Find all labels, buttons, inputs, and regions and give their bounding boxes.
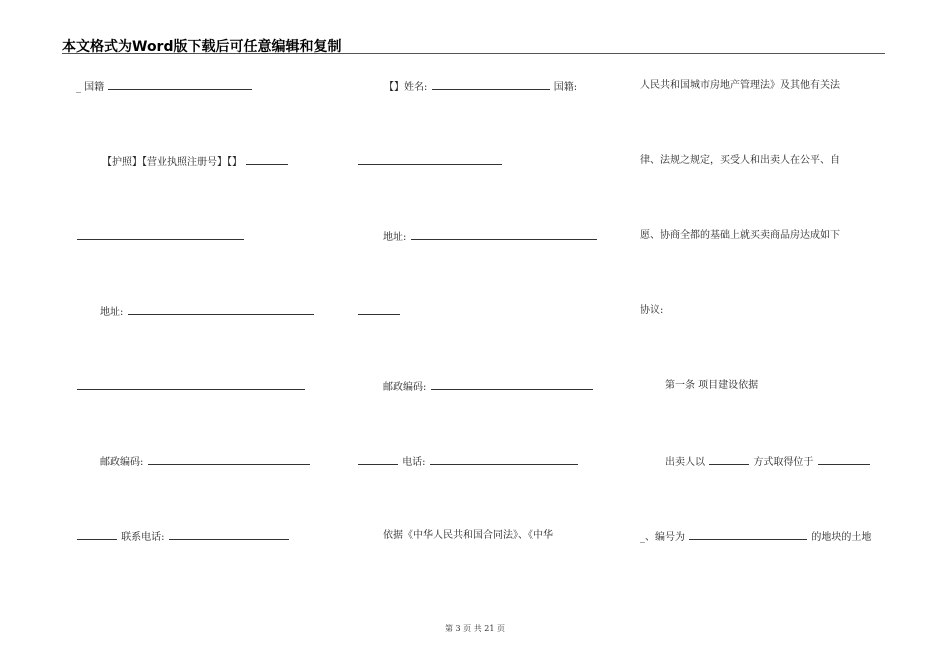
right-line-3	[640, 230, 840, 242]
document-header-title: 本文格式为Word版下载后可任意编辑和复制	[62, 39, 342, 55]
right-line-1	[640, 80, 840, 92]
middle-line-name	[384, 80, 577, 94]
middle-line-phone	[357, 455, 579, 469]
address-blank-continued	[77, 380, 305, 390]
left-line-postcode	[100, 455, 311, 469]
location-blank	[818, 455, 870, 465]
phone-blank	[169, 530, 289, 540]
plot-land-text: 的地块的土地	[811, 532, 872, 543]
middle-line-legal-basis	[383, 530, 553, 542]
header-divider	[62, 53, 885, 54]
left-line-phone	[76, 530, 290, 544]
article-1-heading: 第一条 项目建设依据	[665, 380, 759, 391]
name-label: 【】姓名:	[384, 82, 428, 93]
right-line-acquisition	[665, 455, 871, 469]
middle-line-postcode	[383, 380, 594, 394]
location-label: 方式取得位于	[753, 457, 814, 468]
address-blank-2	[411, 230, 597, 240]
left-line-id-type	[102, 155, 289, 169]
nationality-blank-2	[358, 155, 502, 165]
postcode-blank	[148, 455, 310, 465]
id-number-blank-continued	[77, 230, 244, 240]
id-number-blank	[246, 155, 288, 165]
phone-label-2: 电话:	[402, 457, 426, 468]
middle-line-blank-4	[357, 305, 401, 319]
middle-line-blank-2	[357, 155, 503, 169]
plot-number-label: _、编号为	[640, 532, 685, 543]
paragraph-text-3: 愿、协商全都的基础上就买卖商品房达成如下	[640, 230, 840, 241]
postcode-blank-2	[431, 380, 593, 390]
plot-number-blank	[689, 530, 807, 540]
address-label: 地址:	[100, 307, 124, 318]
postcode-label: 邮政编码:	[100, 457, 144, 468]
id-type-label: 【护照】【营业执照注册号】【】	[102, 157, 242, 168]
nationality-blank	[108, 80, 252, 90]
phone-blank-2	[430, 455, 578, 465]
paragraph-text-2: 律、法规之规定，买受人和出卖人在公平、自	[640, 155, 840, 166]
nationality-label-2: 国籍:	[553, 82, 578, 93]
left-line-address	[100, 305, 315, 319]
paragraph-text-4: 协议:	[640, 305, 664, 316]
left-line-blank-5	[76, 380, 306, 394]
left-line-blank-3	[76, 230, 245, 244]
postcode-label-2: 邮政编码:	[383, 382, 427, 393]
address-blank-2-continued	[358, 305, 400, 315]
right-line-plot-number	[640, 530, 871, 544]
seller-acquisition-label: 出卖人以	[665, 457, 705, 468]
name-blank	[432, 80, 550, 90]
phone-prefix-blank	[77, 530, 117, 540]
left-line-nationality	[76, 80, 253, 94]
postcode-blank-2-continued	[358, 455, 398, 465]
acquisition-method-blank	[709, 455, 749, 465]
right-line-article-heading	[665, 380, 758, 392]
nationality-label: _ 国籍	[76, 82, 105, 93]
legal-basis-text: 依据《中华人民共和国合同法》、《中华	[383, 530, 553, 541]
address-blank	[128, 305, 314, 315]
right-line-2	[640, 155, 840, 167]
middle-line-address	[383, 230, 598, 244]
address-label-2: 地址:	[383, 232, 407, 243]
phone-label: 联系电话:	[121, 532, 165, 543]
right-line-4	[640, 305, 663, 317]
paragraph-text-1: 人民共和国城市房地产管理法》及其他有关法	[640, 80, 840, 91]
page-number-footer: 第 3 页 共 21 页	[445, 624, 505, 633]
